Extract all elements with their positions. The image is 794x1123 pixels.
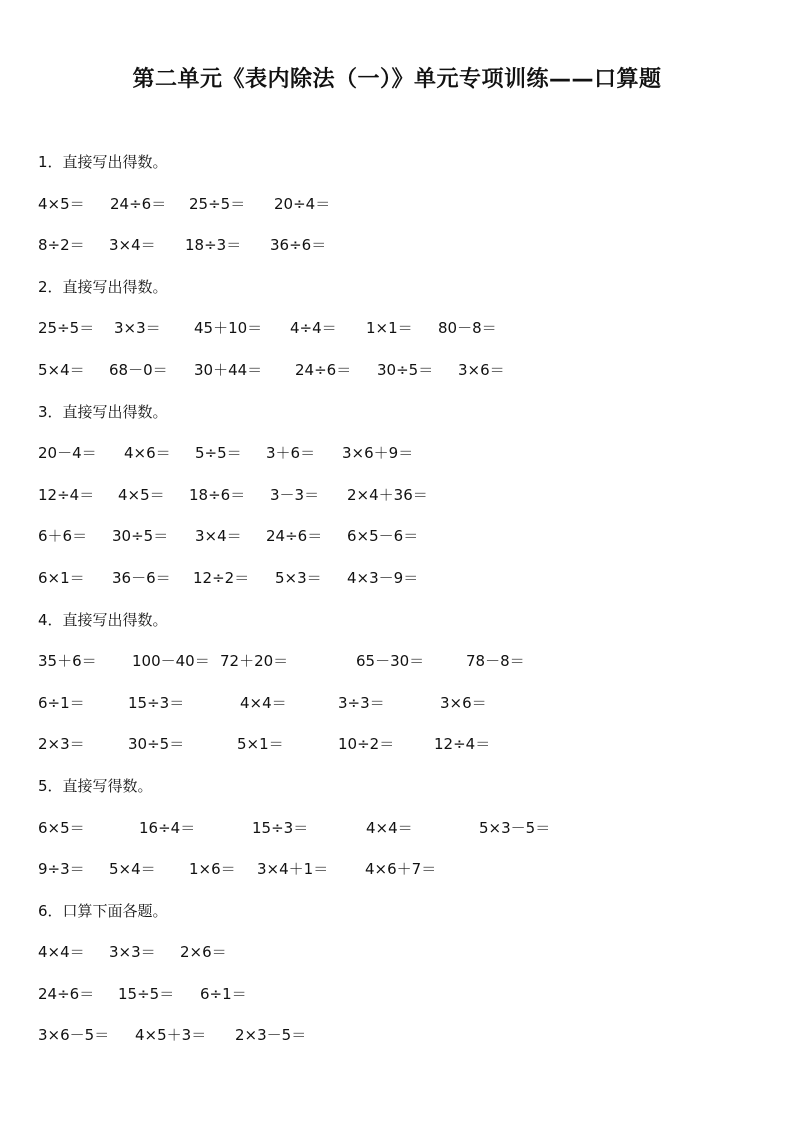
arithmetic-problem: 30÷5＝ [128,735,185,754]
arithmetic-problem: 5×1＝ [237,735,284,754]
problem-row [38,441,758,483]
arithmetic-problem: 3×4＝ [195,527,242,546]
problem-row [38,857,758,899]
arithmetic-problem: 15÷3＝ [128,693,185,712]
arithmetic-problem: 24÷6＝ [295,360,352,379]
arithmetic-problem: 18÷3＝ [185,236,242,255]
problem-row [38,982,758,1024]
arithmetic-problem: 3×6＝ [458,360,505,379]
arithmetic-problem: 4×4＝ [38,943,85,962]
exercise-content [38,150,758,1065]
arithmetic-problem: 4×4＝ [366,818,413,837]
arithmetic-problem: 12÷4＝ [434,735,491,754]
arithmetic-problem: 3×4＝ [109,236,156,255]
problem-row [38,483,758,525]
arithmetic-problem: 3×6＋9＝ [342,444,414,463]
problem-row [38,649,758,691]
problem-row [38,524,758,566]
arithmetic-problem: 4×5＋3＝ [135,1026,207,1045]
arithmetic-problem: 2×3＝ [38,735,85,754]
arithmetic-problem: 3×3＝ [109,943,156,962]
arithmetic-problem: 100－40＝ [132,652,210,671]
problem-row [38,940,758,982]
arithmetic-problem: 8÷2＝ [38,236,85,255]
arithmetic-problem: 10÷2＝ [338,735,395,754]
problem-row [38,316,758,358]
section-heading: 3．直接写出得数。 [38,402,168,421]
section-heading: 1．直接写出得数。 [38,153,168,171]
arithmetic-problem: 5÷5＝ [195,444,242,463]
arithmetic-problem: 6＋6＝ [38,527,88,546]
arithmetic-problem: 3×3＝ [114,319,161,338]
arithmetic-problem: 5×3＝ [275,568,322,587]
arithmetic-problem: 6×5＝ [38,818,85,837]
section-heading: 4．直接写出得数。 [38,610,168,629]
arithmetic-problem: 6÷1＝ [38,693,85,712]
arithmetic-problem: 3×6＝ [440,693,487,712]
page-title: 第二单元《表内除法（一）》单元专项训练——口算题 [132,67,662,92]
arithmetic-problem: 4×5＝ [118,485,165,504]
problem-row [38,358,758,400]
problem-row [38,566,758,608]
arithmetic-problem: 25÷5＝ [189,194,246,213]
arithmetic-problem: 9÷3＝ [38,860,85,879]
arithmetic-problem: 12÷4＝ [38,485,95,504]
problem-row [38,1023,758,1065]
arithmetic-problem: 5×3－5＝ [479,818,551,837]
arithmetic-problem: 24÷6＝ [38,984,95,1003]
arithmetic-problem: 30÷5＝ [377,360,434,379]
arithmetic-problem: 5×4＝ [109,860,156,879]
arithmetic-problem: 16÷4＝ [139,818,196,837]
arithmetic-problem: 78－8＝ [466,652,525,671]
arithmetic-problem: 30＋44＝ [194,360,263,379]
arithmetic-problem: 4×5＝ [38,194,85,213]
arithmetic-problem: 20－4＝ [38,444,97,463]
problem-row [38,732,758,774]
arithmetic-problem: 20÷4＝ [274,194,331,213]
arithmetic-problem: 25÷5＝ [38,319,95,338]
arithmetic-problem: 1×1＝ [366,319,413,338]
arithmetic-problem: 4×4＝ [240,693,287,712]
arithmetic-problem: 45＋10＝ [194,319,263,338]
arithmetic-problem: 15÷3＝ [252,818,309,837]
arithmetic-problem: 35＋6＝ [38,652,97,671]
arithmetic-problem: 4×6＝ [124,444,171,463]
arithmetic-problem: 2×3－5＝ [235,1026,307,1045]
arithmetic-problem: 12÷2＝ [193,568,250,587]
arithmetic-problem: 24÷6＝ [266,527,323,546]
arithmetic-problem: 2×6＝ [180,943,227,962]
section-heading: 2．直接写出得数。 [38,277,168,296]
arithmetic-problem: 2×4＋36＝ [347,485,428,504]
arithmetic-problem: 24÷6＝ [110,194,167,213]
arithmetic-problem: 15÷5＝ [118,984,175,1003]
arithmetic-problem: 5×4＝ [38,360,85,379]
arithmetic-problem: 6×5－6＝ [347,527,419,546]
arithmetic-problem: 3÷3＝ [338,693,385,712]
arithmetic-problem: 3－3＝ [270,485,320,504]
arithmetic-problem: 4×6＋7＝ [365,860,437,879]
arithmetic-problem: 3×4＋1＝ [257,860,329,879]
arithmetic-problem: 65－30＝ [356,652,425,671]
arithmetic-problem: 36÷6＝ [270,236,327,255]
arithmetic-problem: 30÷5＝ [112,527,169,546]
arithmetic-problem: 1×6＝ [189,860,236,879]
arithmetic-problem: 18÷6＝ [189,485,246,504]
arithmetic-problem: 6÷1＝ [200,984,247,1003]
arithmetic-problem: 3＋6＝ [266,444,316,463]
arithmetic-problem: 4÷4＝ [290,319,337,338]
arithmetic-problem: 6×1＝ [38,568,85,587]
problem-row [38,192,758,234]
arithmetic-problem: 36－6＝ [112,568,171,587]
arithmetic-problem: 3×6－5＝ [38,1026,110,1045]
arithmetic-problem: 68－0＝ [109,360,168,379]
section-heading: 5．直接写得数。 [38,776,153,795]
arithmetic-problem: 72＋20＝ [220,652,289,671]
arithmetic-problem: 80－8＝ [438,319,497,338]
problem-row [38,233,758,275]
problem-row [38,691,758,733]
problem-row [38,816,758,858]
arithmetic-problem: 4×3－9＝ [347,568,419,587]
section-heading: 6．口算下面各题。 [38,901,168,920]
